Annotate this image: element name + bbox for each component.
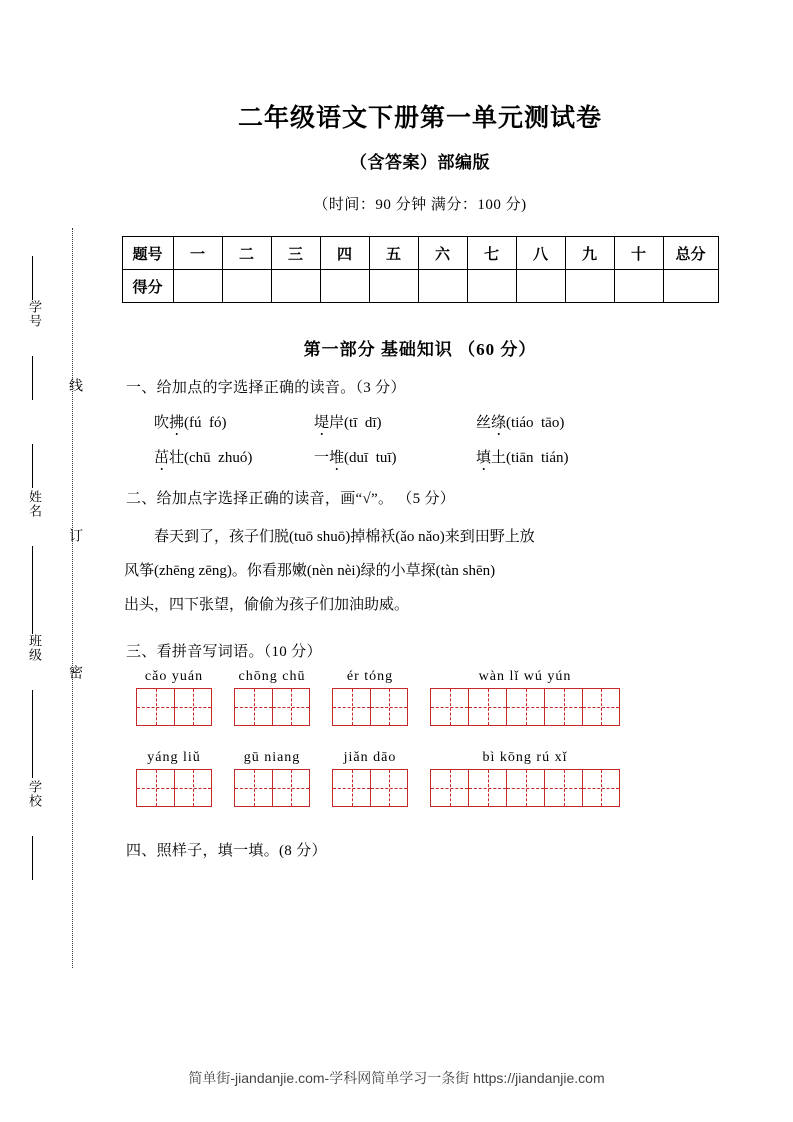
- tianzige-row-3[interactable]: [332, 688, 408, 726]
- rule-above-xuexiao: [32, 734, 33, 778]
- tianzige-cell[interactable]: [506, 688, 544, 726]
- score-col-1: 一: [173, 237, 222, 270]
- tianzige-cell[interactable]: [430, 769, 468, 807]
- rule-below-xuehao: [32, 356, 33, 400]
- pinyin-label-8: bì kōng rú xǐ: [482, 750, 568, 765]
- score-col-3: 三: [271, 237, 320, 270]
- tianzige-cell[interactable]: [468, 688, 506, 726]
- tianzige-cell[interactable]: [234, 688, 272, 726]
- q1-item-1: 吹拂(fú fó): [154, 415, 227, 431]
- pinyin-group-6: [234, 750, 310, 821]
- question-2-heading: 二、给加点字选择正确的读音，画“√”。 （5 分）: [126, 491, 456, 507]
- tianzige-cell[interactable]: [582, 688, 620, 726]
- table-row-score: [122, 270, 718, 303]
- score-table-row1-label: 题号: [122, 237, 173, 270]
- score-col-8: 八: [516, 237, 565, 270]
- exam-paper-body: [120, 0, 720, 860]
- pinyin-label-4: wàn lǐ wú yún: [478, 669, 572, 684]
- score-cell-8[interactable]: [516, 270, 565, 303]
- q1-item-6: 填土(tiān tián): [476, 450, 569, 466]
- part-one-title: 第一部分 基础知识 （60 分）: [303, 340, 537, 359]
- left-margin-area: [0, 0, 120, 1122]
- pinyin-label-2: chōng chū: [238, 669, 306, 684]
- score-cell-6[interactable]: [418, 270, 467, 303]
- tianzige-cell[interactable]: [332, 769, 370, 807]
- pinyin-group-5: [136, 750, 212, 821]
- tianzige-row-7[interactable]: [332, 769, 408, 807]
- score-col-2: 二: [222, 237, 271, 270]
- question-3-heading: 三、看拼音写词语。（10 分）: [126, 644, 322, 660]
- score-col-6: 六: [418, 237, 467, 270]
- rule-above-xuehao: [32, 256, 33, 300]
- question-2-line-3: 出头，四下张望，偷偷为孩子们加油助威。: [124, 597, 410, 613]
- question-2-line-1: 春天到了，孩子们脱(tuō shuō)掉棉袄(ǎo nǎo)来到田野上放: [154, 529, 535, 545]
- tianzige-row-6[interactable]: [234, 769, 310, 807]
- seal-text-mi: 密: [67, 665, 82, 680]
- q1-item-4: 茁壮(chū zhuó): [154, 450, 253, 466]
- pinyin-label-7: jiǎn dāo: [343, 750, 397, 765]
- tianzige-row-8[interactable]: [430, 769, 620, 807]
- score-cell-total[interactable]: [663, 270, 718, 303]
- pinyin-group-1: [136, 669, 212, 740]
- q1-item-5-options: (duī tuī): [344, 450, 397, 466]
- score-table-row2-label: 得分: [122, 270, 173, 303]
- label-xingming: 姓名: [27, 490, 42, 518]
- score-cell-1[interactable]: [173, 270, 222, 303]
- tianzige-cell[interactable]: [544, 769, 582, 807]
- score-cell-2[interactable]: [222, 270, 271, 303]
- q1-item-3-options: (tiáo tāo): [506, 415, 565, 431]
- q1-item-1-options: (fú fó): [184, 415, 227, 431]
- page-subtitle: （含答案）部编版: [350, 153, 490, 172]
- tianzige-cell[interactable]: [370, 769, 408, 807]
- score-cell-10[interactable]: [614, 270, 663, 303]
- tianzige-row-1[interactable]: [136, 688, 212, 726]
- score-cell-5[interactable]: [369, 270, 418, 303]
- tianzige-cell[interactable]: [332, 688, 370, 726]
- pinyin-group-7: [332, 750, 408, 821]
- rule-below-banji: [32, 690, 33, 734]
- tianzige-cell[interactable]: [272, 688, 310, 726]
- question-1-heading: 一、给加点的字选择正确的读音。（3 分）: [126, 380, 406, 396]
- q1-item-2: 堤岸(tī dī): [314, 415, 382, 431]
- seal-text-ding: 订: [67, 528, 82, 543]
- score-col-9: 九: [565, 237, 614, 270]
- page-title: 二年级语文下册第一单元测试卷: [237, 105, 602, 132]
- question-1-row-1: [154, 411, 720, 432]
- seal-text-xian: 线: [67, 378, 82, 393]
- tianzige-cell[interactable]: [506, 769, 544, 807]
- tianzige-row-2[interactable]: [234, 688, 310, 726]
- pinyin-group-8: [430, 750, 620, 821]
- score-col-total: 总分: [663, 237, 718, 270]
- tianzige-cell[interactable]: [582, 769, 620, 807]
- tianzige-cell[interactable]: [174, 769, 212, 807]
- q1-item-5: 一堆(duī tuī): [314, 450, 397, 466]
- label-xuexiao: 学校: [27, 780, 42, 808]
- q1-item-4-options: (chū zhuó): [184, 450, 253, 466]
- pinyin-grid-block-row2: [136, 750, 720, 821]
- pinyin-group-2: [234, 669, 310, 740]
- tianzige-cell[interactable]: [468, 769, 506, 807]
- label-xuehao: 学号: [27, 300, 42, 328]
- pinyin-label-3: ér tóng: [346, 669, 394, 684]
- question-1-row-2: [154, 446, 720, 467]
- rule-below-xuexiao: [32, 836, 33, 880]
- score-cell-9[interactable]: [565, 270, 614, 303]
- pinyin-grid-block-row1: [136, 669, 720, 740]
- rule-above-banji: [32, 590, 33, 634]
- score-col-10: 十: [614, 237, 663, 270]
- tianzige-row-4[interactable]: [430, 688, 620, 726]
- score-col-7: 七: [467, 237, 516, 270]
- tianzige-cell[interactable]: [136, 769, 174, 807]
- score-table: [122, 236, 719, 303]
- label-banji: 班级: [27, 634, 42, 662]
- score-cell-7[interactable]: [467, 270, 516, 303]
- question-2-line-2: 风筝(zhēng zēng)。你看那嫩(nèn nèi)绿的小草探(tàn shēn): [124, 563, 496, 579]
- pinyin-label-6: gū niang: [243, 750, 301, 765]
- tianzige-cell[interactable]: [136, 688, 174, 726]
- footer-watermark: 简单街-jiandanjie.com-学科网简单学习一条街 https://jiandanjie.com: [188, 1070, 605, 1086]
- pinyin-group-4: [430, 669, 620, 740]
- tianzige-cell[interactable]: [234, 769, 272, 807]
- tianzige-cell[interactable]: [544, 688, 582, 726]
- dotted-fold-line: [72, 228, 73, 968]
- q1-item-3: 丝绦(tiáo tāo): [476, 415, 565, 431]
- q1-item-2-options: (tī dī): [344, 415, 382, 431]
- tianzige-cell[interactable]: [370, 688, 408, 726]
- rule-below-xingming: [32, 546, 33, 590]
- score-col-4: 四: [320, 237, 369, 270]
- q1-item-6-options: (tiān tián): [506, 450, 569, 466]
- score-table-wrapper: [120, 236, 720, 303]
- question-4-heading: 四、照样子，填一填。(8 分）: [126, 843, 327, 859]
- pinyin-label-1: cǎo yuán: [144, 669, 204, 684]
- pinyin-label-5: yáng liǔ: [147, 750, 201, 765]
- tianzige-cell[interactable]: [430, 688, 468, 726]
- pinyin-group-3: [332, 669, 408, 740]
- tianzige-cell[interactable]: [272, 769, 310, 807]
- tianzige-row-5[interactable]: [136, 769, 212, 807]
- score-col-5: 五: [369, 237, 418, 270]
- exam-time-info: （时间：90 分钟 满分：100 分): [313, 197, 527, 213]
- rule-above-xingming: [32, 444, 33, 488]
- score-cell-3[interactable]: [271, 270, 320, 303]
- table-row-header: [122, 237, 718, 270]
- tianzige-cell[interactable]: [174, 688, 212, 726]
- score-cell-4[interactable]: [320, 270, 369, 303]
